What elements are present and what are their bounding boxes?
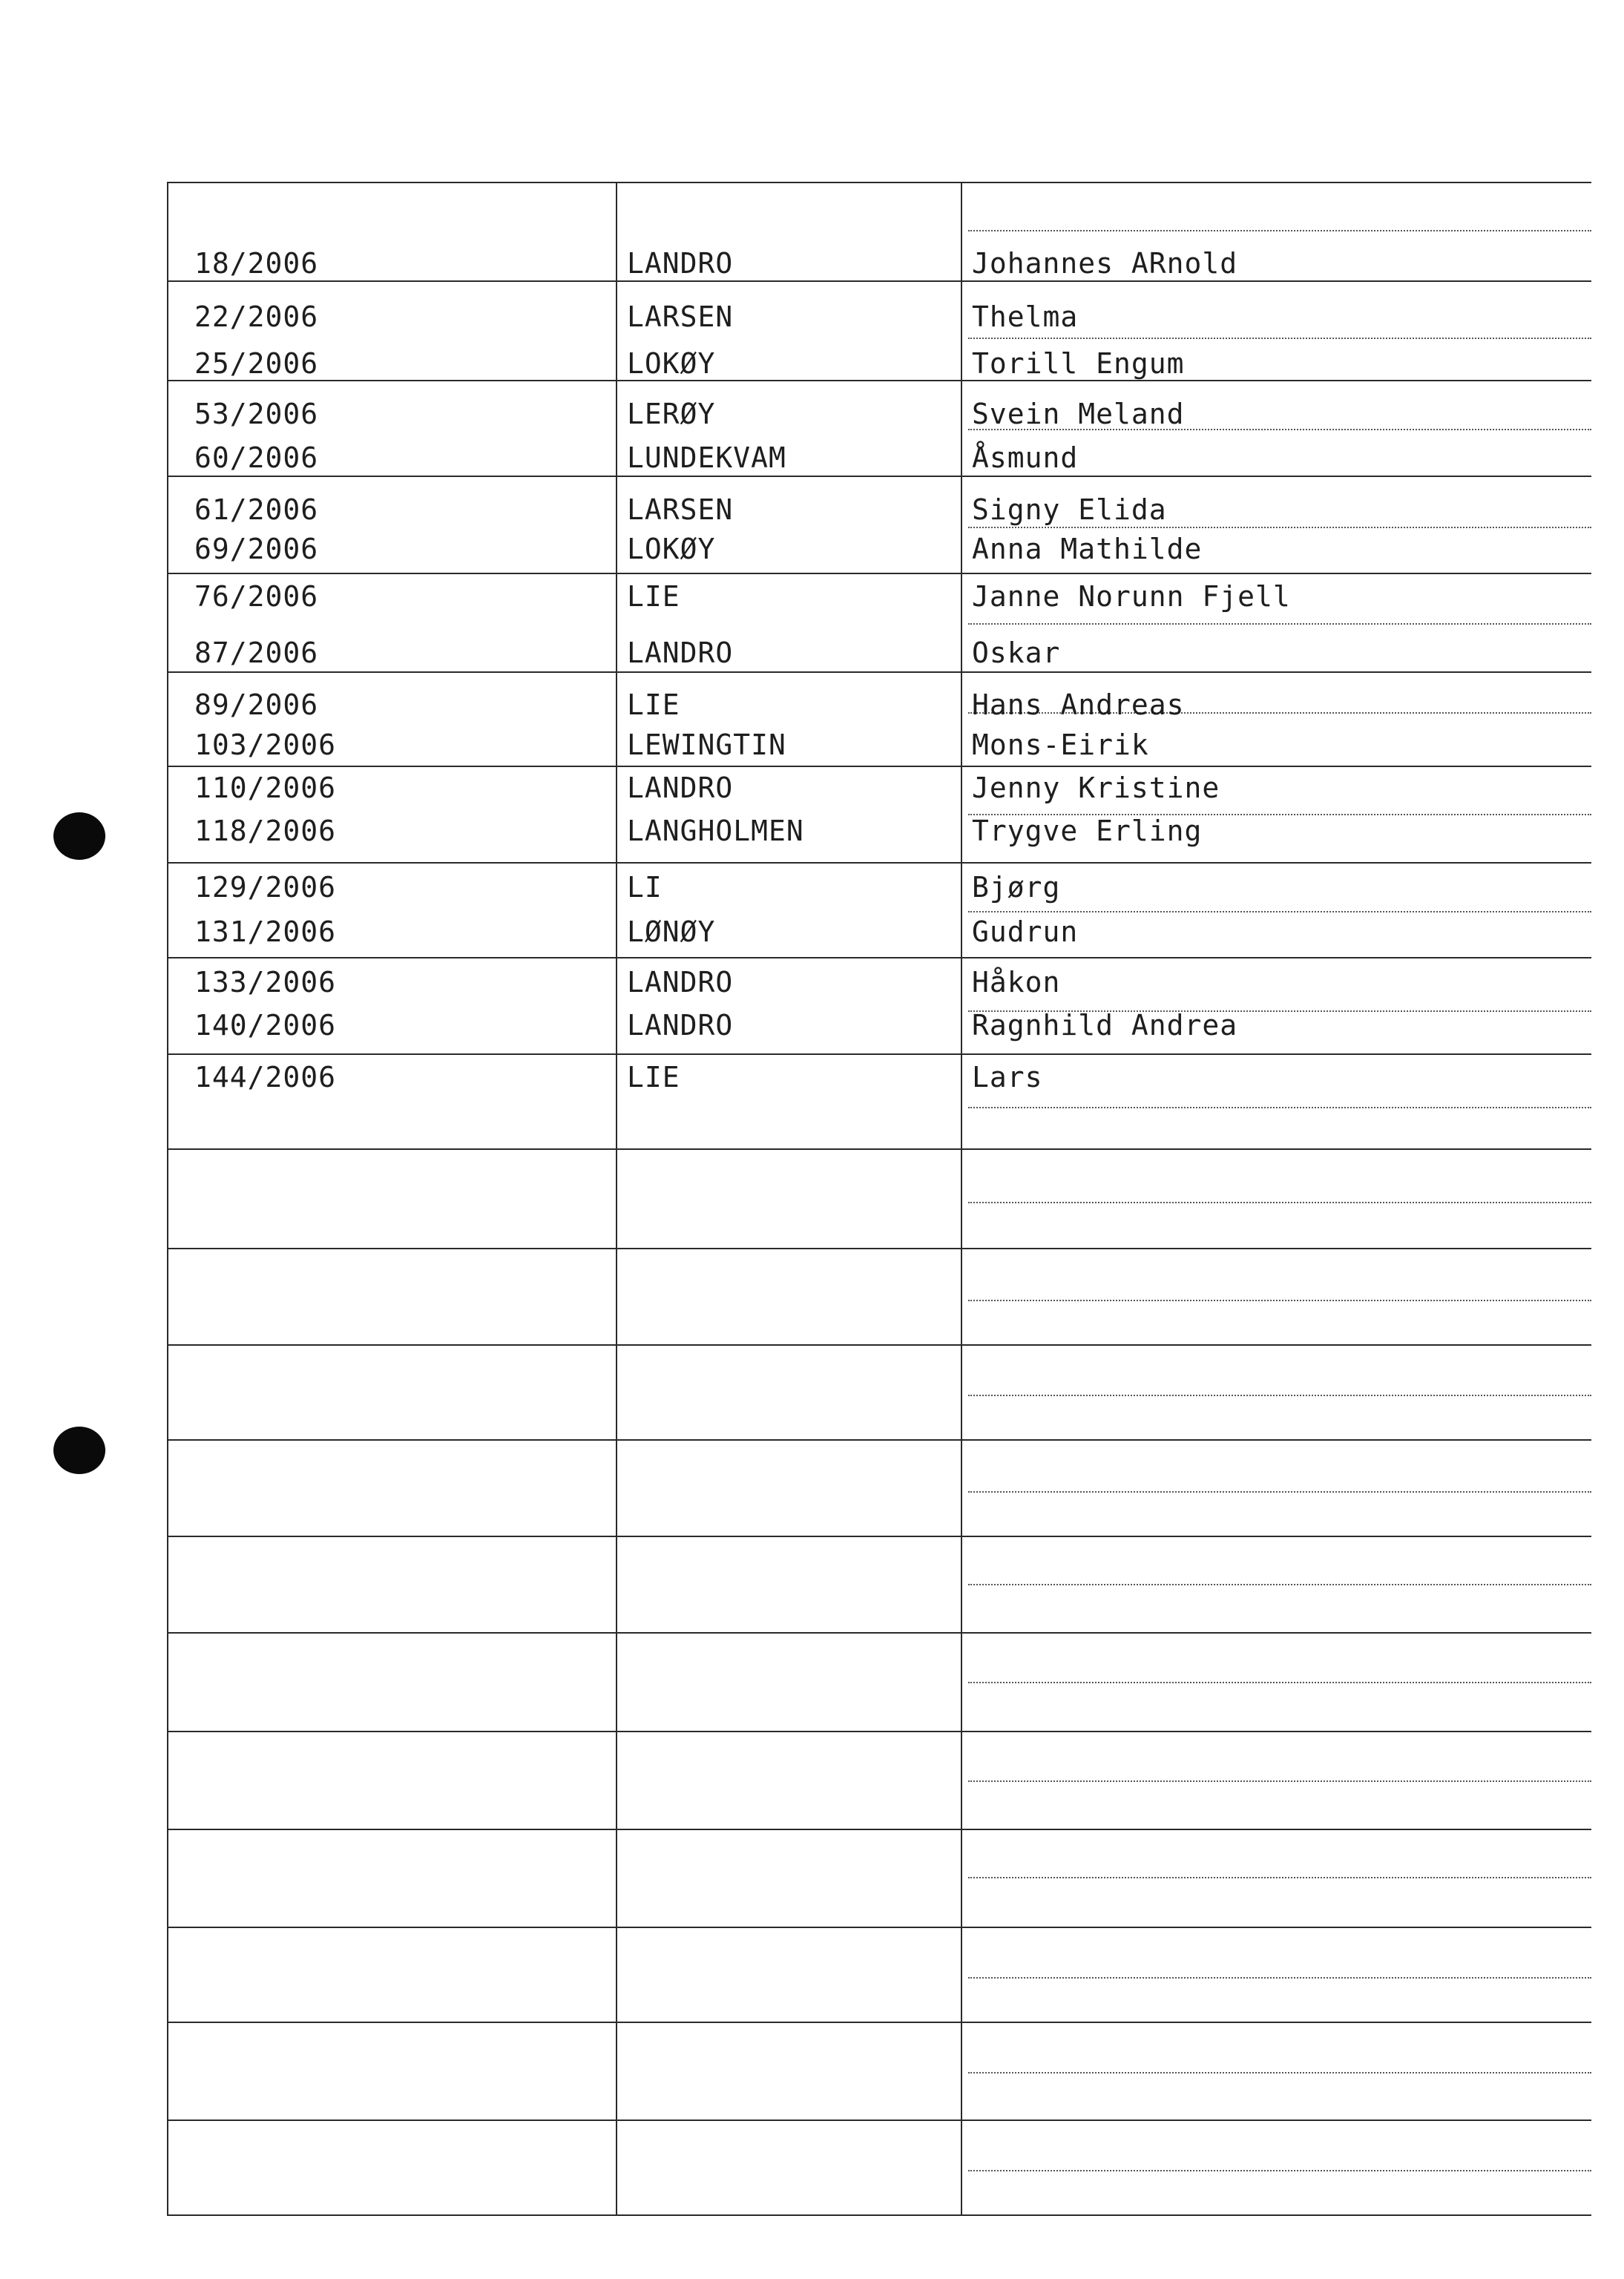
surname: LANDRO [627,637,734,669]
given-names: Oskar [972,637,1061,669]
row-line [167,2119,1591,2121]
given-names: Ragnhild Andrea [972,1009,1238,1042]
dotted-guide-line [968,230,1591,231]
column-divider [616,182,617,2214]
punch-hole-bottom [53,1427,105,1474]
given-names: Janne Norunn Fjell [972,580,1291,613]
surname: LANDRO [627,247,734,280]
dotted-guide-line [968,1107,1591,1108]
row-line [167,1344,1591,1346]
row-line [167,1439,1591,1441]
given-names: Trygve Erling [972,815,1203,847]
given-names: Åsmund [972,441,1079,474]
dotted-guide-line [968,1780,1591,1782]
dotted-guide-line [968,1395,1591,1396]
row-line [167,1248,1591,1249]
surname: LARSEN [627,300,734,333]
surname: LIE [627,688,680,721]
case-number: 61/2006 [194,493,319,526]
surname: LANDRO [627,966,734,999]
punch-hole-top [53,812,105,860]
case-number: 110/2006 [194,772,337,804]
row-line [167,182,1591,183]
row-line [167,1731,1591,1732]
surname: LOKØY [627,533,716,565]
dotted-guide-line [968,1202,1591,1203]
table-left-border [167,182,168,2214]
dotted-guide-line [968,2072,1591,2074]
dotted-guide-line [968,623,1591,625]
given-names: Gudrun [972,915,1079,948]
given-names: Lars [972,1061,1043,1094]
row-line [167,380,1591,381]
surname: LIE [627,1061,680,1094]
row-line [167,1829,1591,1830]
surname: LEWINGTIN [627,729,786,761]
given-names: Anna Mathilde [972,533,1203,565]
given-names: Jenny Kristine [972,772,1220,804]
row-line [167,476,1591,477]
given-names: Signy Elida [972,493,1167,526]
row-line [167,2022,1591,2023]
dotted-guide-line [968,527,1591,528]
case-number: 60/2006 [194,441,319,474]
row-line [167,1536,1591,1537]
given-names: Mons-Eirik [972,729,1149,761]
row-line [167,280,1591,282]
row-line [167,2214,1591,2216]
dotted-guide-line [968,911,1591,912]
case-number: 69/2006 [194,533,319,565]
given-names: Hans Andreas [972,688,1185,721]
dotted-guide-line [968,1877,1591,1878]
case-number: 118/2006 [194,815,337,847]
case-number: 144/2006 [194,1061,337,1094]
dotted-guide-line [968,1682,1591,1683]
row-line [167,1053,1591,1055]
case-number: 22/2006 [194,300,319,333]
case-number: 140/2006 [194,1009,337,1042]
case-number: 87/2006 [194,637,319,669]
surname: LANGHOLMEN [627,815,804,847]
surname: LI [627,871,663,904]
dotted-guide-line [968,1584,1591,1585]
row-line [167,573,1591,574]
given-names: Håkon [972,966,1061,999]
dotted-guide-line [968,338,1591,339]
case-number: 76/2006 [194,580,319,613]
case-number: 18/2006 [194,247,319,280]
surname: LØNØY [627,915,716,948]
dotted-guide-line [968,1491,1591,1493]
row-line [167,1632,1591,1634]
column-divider [961,182,962,2214]
row-line [167,957,1591,958]
given-names: Torill Engum [972,347,1185,380]
surname: LIE [627,580,680,613]
row-line [167,766,1591,767]
given-names: Thelma [972,300,1079,333]
surname: LANDRO [627,1009,734,1042]
case-number: 53/2006 [194,398,319,430]
row-line [167,671,1591,673]
case-number: 103/2006 [194,729,337,761]
row-line [167,862,1591,864]
case-number: 131/2006 [194,915,337,948]
surname: LANDRO [627,772,734,804]
row-line [167,1927,1591,1928]
case-number: 133/2006 [194,966,337,999]
dotted-guide-line [968,2170,1591,2171]
case-number: 129/2006 [194,871,337,904]
given-names: Svein Meland [972,398,1185,430]
dotted-guide-line [968,1977,1591,1979]
given-names: Johannes ARnold [972,247,1238,280]
surname: LERØY [627,398,716,430]
surname: LOKØY [627,347,716,380]
case-number: 89/2006 [194,688,319,721]
given-names: Bjørg [972,871,1061,904]
row-line [167,1148,1591,1150]
surname: LARSEN [627,493,734,526]
case-number: 25/2006 [194,347,319,380]
surname: LUNDEKVAM [627,441,786,474]
dotted-guide-line [968,1300,1591,1301]
